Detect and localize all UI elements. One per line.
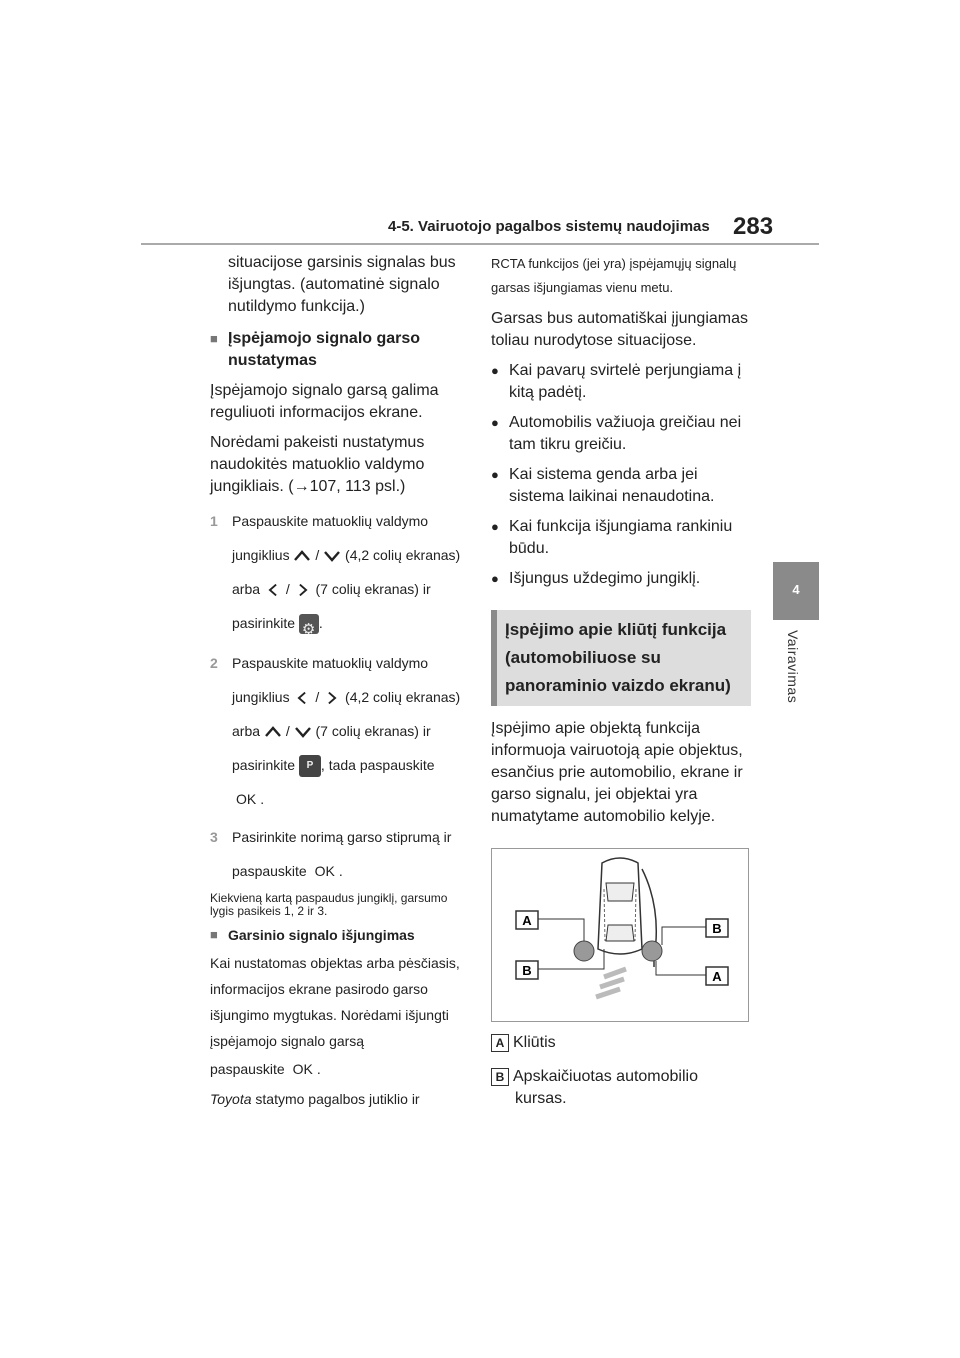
step-3	[210, 820, 472, 888]
chevron-right-icon	[323, 691, 341, 705]
legend-text: Kliūtis	[513, 1034, 556, 1051]
step-2-line4	[232, 748, 472, 782]
period: .	[318, 615, 323, 631]
diagram-label-b: B	[712, 921, 722, 936]
step-text: jungiklius	[232, 689, 290, 705]
page-number: 283	[733, 213, 774, 240]
step-text: (7 colių ekranas) ir	[315, 581, 431, 597]
heading-mute-signal: ■ Garsinio signalo išjungimas	[210, 924, 472, 946]
slash: /	[285, 723, 290, 739]
step-2-line5	[232, 782, 472, 816]
step-2-line2	[232, 680, 472, 714]
legend-item-a	[491, 1032, 751, 1054]
section-title: 4-5. Vairuotojo pagalbos sistemų naudojimas	[388, 218, 710, 235]
step-text: pasirinkite	[232, 757, 296, 773]
parking-sensor-icon: P	[299, 755, 321, 777]
list-item: ● Išjungus uždegimo jungiklį.	[491, 568, 751, 590]
step-text: paspauskite	[232, 863, 307, 879]
ok-button-icon: OK	[292, 1061, 313, 1077]
legend-text: Apskaičiuotas automobilio kursas.	[513, 1068, 698, 1107]
para-rcta: RCTA funkcijos (jei yra) įspėjamųjų signalų garsas išjungiamas vienu metu.	[491, 256, 737, 295]
chevron-left-icon	[264, 583, 282, 597]
step-1-line2	[232, 538, 472, 572]
period: .	[260, 791, 265, 807]
para-object-warning: Įspėjimo apie objektą funkcija informuoja vairuotoją apie objektus, esančius prie automobilio, ekrane ir garso signalu, jei objektai yra numatytame automobilio kelyje.	[491, 720, 743, 825]
step-text: arba	[232, 581, 261, 597]
legend-key: B	[491, 1068, 509, 1086]
chevron-left-icon	[293, 691, 311, 705]
step-text: (4,2 colių ekranas)	[345, 689, 461, 705]
legend	[491, 1032, 751, 1110]
period: .	[338, 863, 343, 879]
step-2	[210, 646, 472, 816]
step-number: 2	[210, 655, 218, 671]
para-auto-on: Garsas bus automatiškai įjungiamas toliau nurodytose situacijose.	[491, 310, 749, 349]
para-text: paspauskite	[210, 1061, 285, 1077]
section-heading-box: Įspėjimo apie kliūtį funkcija (automobiliuose su panoraminio vaizdo ekranu)	[491, 610, 751, 706]
step-2-line3	[232, 714, 472, 748]
para-settings: Norėdami pakeisti nustatymus naudokitės matuoklio valdymo jungikliais. (→107, 113 psl.)	[210, 434, 425, 495]
step-text: , tada paspauskite	[320, 757, 435, 773]
diagram-label-b: B	[522, 963, 532, 978]
step-1-line4	[232, 606, 472, 640]
obstacle-diagram	[491, 848, 749, 1022]
slash: /	[285, 581, 290, 597]
chapter-tab-label: Vairavimas	[785, 630, 801, 704]
ok-button-icon: OK	[236, 791, 257, 807]
step-1-line3	[232, 572, 472, 606]
ok-button-icon: OK	[314, 863, 335, 879]
header-rule	[141, 243, 819, 245]
chevron-down-icon	[294, 725, 312, 739]
para-toyota	[210, 1084, 472, 1114]
right-column	[491, 252, 751, 1110]
chevron-right-icon	[294, 583, 312, 597]
step-text: (7 colių ekranas) ir	[315, 723, 431, 739]
list-item: ● Kai pavarų svirtelė perjungiama į kitą padėtį.	[491, 360, 751, 404]
chapter-tab-number: 4	[792, 582, 800, 597]
diagram-label-a: A	[712, 969, 722, 984]
settings-gear-icon	[299, 614, 319, 634]
brand-text: Toyota	[210, 1091, 252, 1107]
step-2-line1: Paspauskite matuoklių valdymo	[232, 655, 429, 671]
para-mute-press	[210, 1054, 472, 1084]
step-number: 1	[210, 513, 218, 529]
intro-text: situacijose garsinis signalas bus išjungtas. (automatinė signalo nutildymo funkcija.)	[228, 254, 456, 315]
list-item: ● Kai sistema genda arba jei sistema laikinai nenaudotina.	[491, 464, 751, 508]
step-text: pasirinkite	[232, 615, 296, 631]
step-3-line2	[232, 854, 472, 888]
legend-item-b	[491, 1066, 751, 1110]
heading-signal-volume: ■ Įspėjamojo signalo garso nustatymas	[210, 328, 472, 372]
list-item: ● Kai funkcija išjungiama rankiniu būdu.	[491, 516, 751, 560]
para-mute: Kai nustatomas objektas arba pėsčiasis, informacijos ekrane pasirodo garso išjungimo mygtukas. Norėdami išjungti įspėjamojo signalo garsą	[210, 955, 460, 1049]
bullet-list	[491, 360, 751, 590]
left-column	[210, 252, 472, 1114]
chevron-down-icon	[323, 549, 341, 563]
step-text: jungiklius	[232, 547, 290, 563]
para-volume: Įspėjamojo signalo garsą galima reguliuoti informacijos ekrane.	[210, 382, 439, 421]
period: .	[316, 1061, 321, 1077]
diagram-label-a: A	[522, 913, 532, 928]
step-number: 3	[210, 829, 218, 845]
step-text: (4,2 colių ekranas)	[345, 547, 461, 563]
step-text: arba	[232, 723, 261, 739]
legend-key: A	[491, 1034, 509, 1052]
note-text: Kiekvieną kartą paspaudus jungiklį, garsumo lygis pasikeis 1, 2 ir 3.	[210, 891, 448, 918]
step-3-line1: Pasirinkite norimą garso stiprumą ir	[232, 829, 452, 845]
step-1-line1: Paspauskite matuoklių valdymo	[232, 513, 429, 529]
diagram-illustration	[492, 849, 748, 1021]
chevron-up-icon	[264, 725, 282, 739]
slash: /	[315, 547, 320, 563]
list-item: ● Automobilis važiuoja greičiau nei tam tikru greičiu.	[491, 412, 751, 456]
step-1	[210, 504, 472, 640]
para-text: statymo pagalbos jutiklio ir	[251, 1091, 420, 1107]
chevron-up-icon	[293, 549, 311, 563]
slash: /	[315, 689, 320, 705]
